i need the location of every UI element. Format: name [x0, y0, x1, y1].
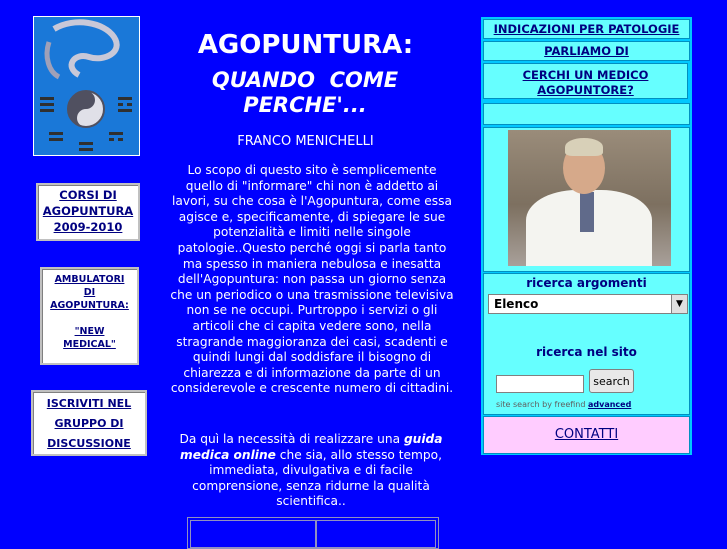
page-subtitle [190, 68, 420, 118]
intro-paragraph-2 [166, 432, 456, 510]
gruppo-line2: GRUPPO DI [54, 417, 124, 430]
page-title: AGOPUNTURA: [197, 30, 414, 60]
ricerca-sito-label: ricerca nel sito [536, 345, 637, 359]
ricerca-argomenti-label: ricerca argomenti [526, 276, 647, 290]
search-button[interactable]: search [589, 369, 634, 393]
corsi-link[interactable] [36, 183, 140, 241]
corsi-line2: AGOPUNTURA [42, 204, 134, 218]
ambulatori-line5: MEDICAL" [63, 339, 116, 350]
corsi-line1: CORSI DI [59, 188, 117, 202]
ambulatori-link[interactable] [40, 267, 139, 365]
parliamo-link[interactable]: PARLIAMO DI [483, 41, 690, 61]
doctor-photo [508, 130, 671, 266]
bottom-table-cell [316, 520, 436, 548]
intro2-emphasis: guida medica online [180, 432, 443, 462]
ambulatori-line4: "NEW [74, 326, 105, 337]
right-sidebar [481, 17, 692, 455]
yin-yang-dragon-logo [34, 17, 139, 155]
search-cell [483, 273, 690, 415]
bottom-table [187, 517, 439, 549]
search-input[interactable] [496, 375, 584, 393]
intro2-text-b: che sia, allo stesso tempo, immediata, divulgativa e di facile comprensione, senza ridurne la qualità scientifica.. [192, 447, 442, 509]
empty-cell [483, 103, 690, 125]
subtitle-line1: QUANDO COME [211, 68, 399, 92]
ambulatori-line3: AGOPUNTURA: [50, 300, 129, 311]
gruppo-discussione-link[interactable] [31, 390, 147, 456]
gruppo-line1: ISCRIVITI NEL [46, 397, 132, 410]
select-value: Elenco [494, 297, 539, 311]
subtitle-line2: PERCHE'... [243, 93, 367, 117]
intro2-text-a: Da quì la necessità di realizzare una [179, 432, 401, 446]
advanced-search-link[interactable]: advanced [587, 400, 632, 409]
corsi-line3: 2009-2010 [53, 220, 123, 234]
author-name: FRANCO MENICHELLI [237, 134, 374, 149]
ambulatori-line2: DI [83, 287, 96, 298]
cerchi-line1: CERCHI UN MEDICO [522, 68, 649, 82]
contatti-link[interactable]: CONTATTI [483, 416, 690, 454]
site-logo [33, 16, 140, 156]
indicazioni-link[interactable]: INDICAZIONI PER PATOLOGIE [483, 19, 690, 39]
freefind-credit [496, 400, 631, 409]
intro-paragraph: Lo scopo di questo sito è semplicemente quello di "informare" chi non è addetto ai lavori, su che cosa è l'Agopuntura, come essa agisce e, specificamente, di spiegare le sue potenzialità e limiti nelle singole patologie..Questo perché oggi si parla tanto ma spesso in maniera nebulosa e inesatta dell'Agopuntura: non passa un giorno senza che un periodico o una trasmissione televisiva non se ne occupi. Purtroppo i servizi o gli articoli che ci capita vedere sono, nella stragrande maggioranza dei casi, scadenti e quindi lungi dal soddisfare il bisogno di chiarezza e di informazione da parte di un considerevole e crescente numero di cittadini. [170, 163, 454, 396]
chevron-down-icon[interactable]: ▼ [671, 295, 687, 313]
ambulatori-line1: AMBULATORI [54, 274, 125, 285]
gruppo-line3: DISCUSSIONE [47, 437, 131, 450]
freefind-text: site search by freefind [496, 400, 586, 409]
argomenti-select[interactable] [488, 294, 688, 314]
bottom-table-cell [190, 520, 316, 548]
cerchi-medico-link[interactable] [483, 63, 688, 99]
photo-cell [483, 127, 690, 272]
cerchi-line2: AGOPUNTORE? [537, 83, 634, 97]
